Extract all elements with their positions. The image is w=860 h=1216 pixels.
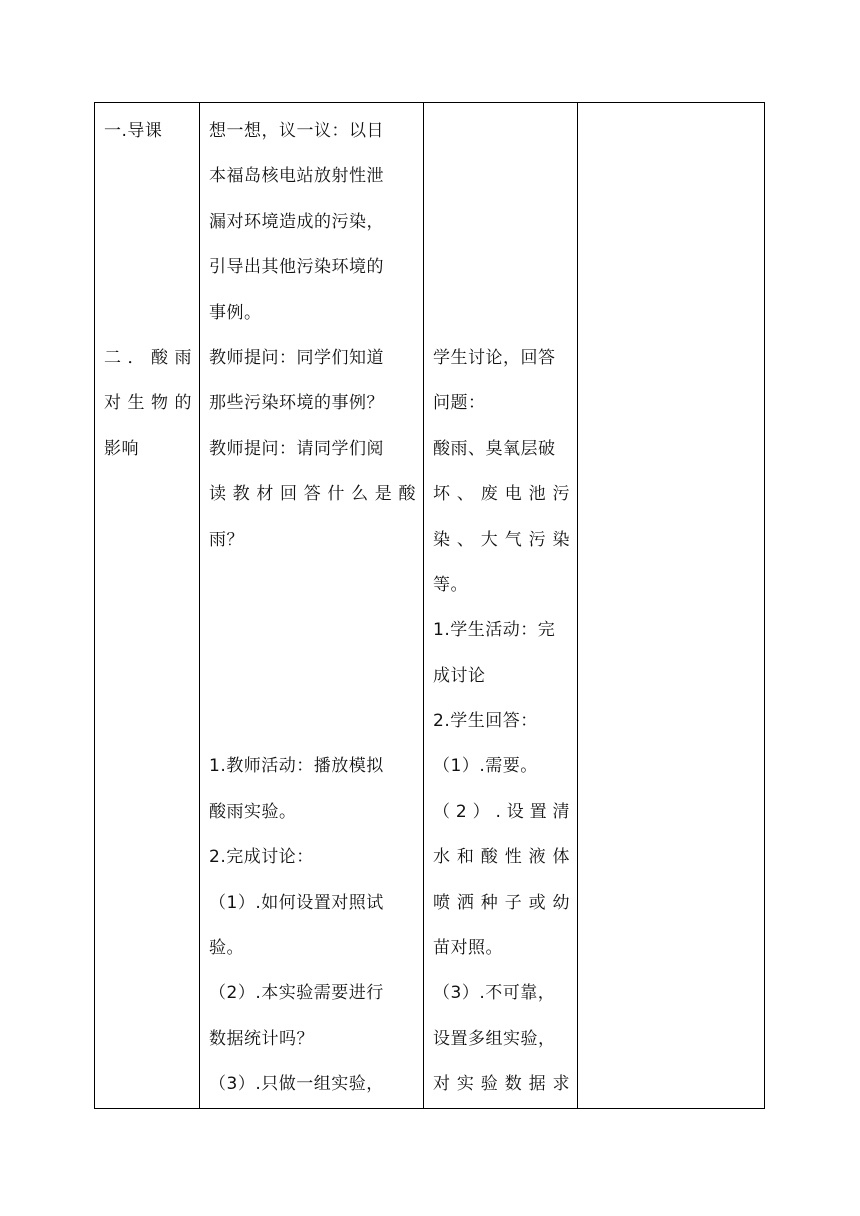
section-title-acid-rain: 二．酸雨 [104,347,192,368]
text-line: 1.教师活动：播放模拟 [209,756,384,777]
text-line: 喷洒种子或幼 [433,892,570,913]
text-line: 1.学生活动：完 [433,620,556,641]
text-line: 想一想，议一议：以日 [209,121,384,141]
text-line: 2.学生回答： [433,711,538,732]
text-line: 坏、废电池污 [433,484,570,505]
text-line: 学生讨论，回答 [433,347,556,368]
text-line: 引导出其他污染环境的 [209,257,384,278]
section-column [95,103,200,1109]
text-line: 读教材回答什么是酸 [209,484,416,505]
text-line: 教师提问：请同学们阅 [209,438,384,459]
text-line: 雨？ [209,529,244,550]
student-activity-column [424,103,578,1109]
text-line: 染、大气污染 [433,529,570,550]
text-line: 验。 [209,938,244,959]
text-line: 问题： [433,393,486,414]
text-line: 设置多组实验， [433,1028,556,1049]
text-line: 水和酸性液体 [433,847,570,868]
text-line: （2）.设置清 [433,801,570,822]
text-line [209,654,416,699]
lesson-plan-table [94,102,765,1109]
text-line: （1）.需要。 [433,756,538,777]
text-line: 本福岛核电站放射性泄 [209,166,384,187]
text-line: （1）.如何设置对照试 [209,892,384,913]
text-line [433,154,570,199]
text-line [433,109,570,154]
text-line [209,563,416,608]
text-line [209,699,416,744]
table-row [95,103,765,1109]
notes-column [578,103,765,1109]
text-line: 事例。 [209,302,262,323]
text-line: 数据统计吗？ [209,1028,314,1049]
text-line: 苗对照。 [433,938,503,959]
text-line: 2.完成讨论： [209,847,314,868]
section-title-intro: 一.导课 [104,121,163,141]
text-line [433,291,570,336]
text-line: 那些污染环境的事例？ [209,393,384,414]
text-line: 等。 [433,574,468,595]
section-title-acid-rain: 影响 [104,438,139,459]
text-line: 酸雨、臭氧层破 [433,438,556,459]
text-line: （2）.本实验需要进行 [209,983,384,1004]
text-line: 漏对环境造成的污染， [209,211,384,232]
text-line: 成讨论 [433,665,486,686]
text-line: 酸雨实验。 [209,801,297,822]
teacher-activity-column [200,103,424,1109]
text-line [209,608,416,653]
text-line: （3）.不可靠， [433,983,556,1004]
text-line [433,200,570,245]
text-line: 教师提问：同学们知道 [209,347,384,368]
text-line [433,245,570,290]
section-title-acid-rain: 对生物的 [104,393,192,414]
text-line: （3）.只做一组实验， [209,1074,384,1095]
text-line: 对实验数据求 [433,1074,570,1095]
